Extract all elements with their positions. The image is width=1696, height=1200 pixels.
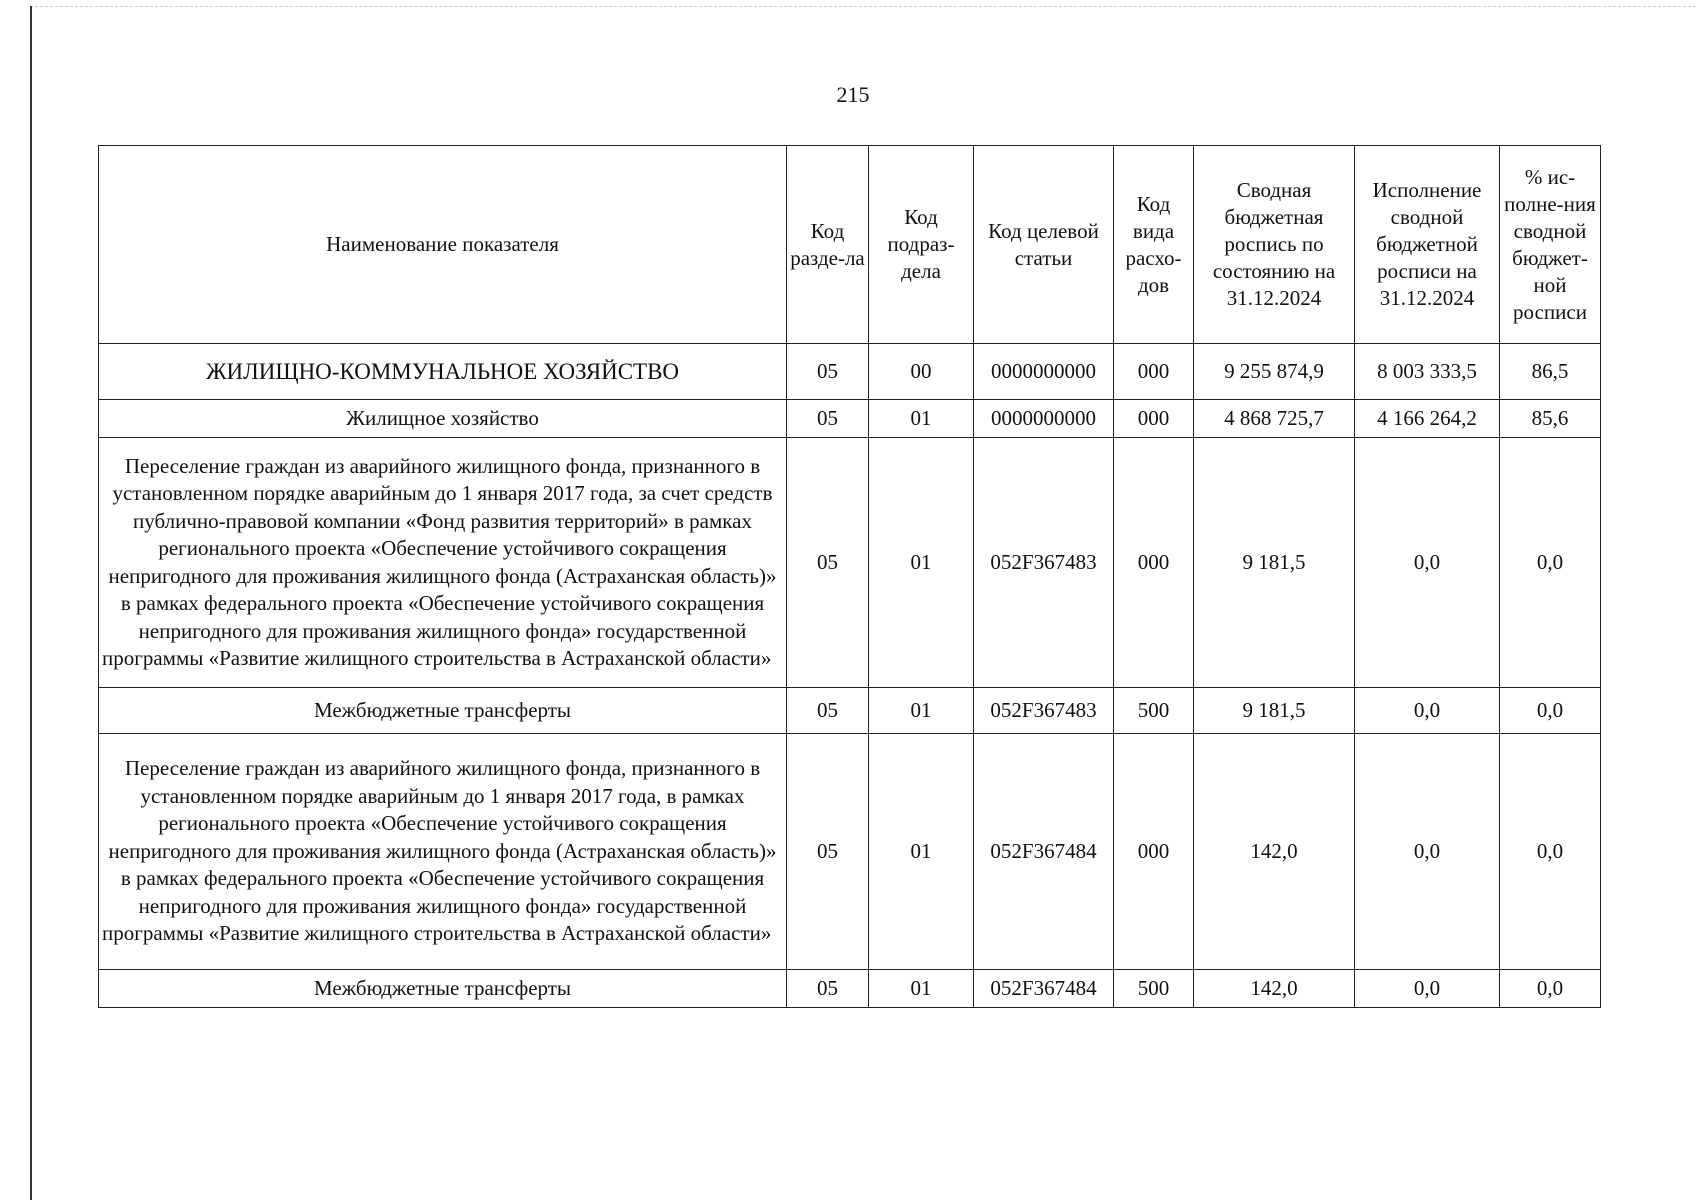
row-section-code: 05 xyxy=(787,970,869,1008)
row-section-code: 05 xyxy=(787,688,869,734)
row-subsection-code: 00 xyxy=(869,344,974,400)
header-target-code: Код целевой статьи xyxy=(974,146,1114,344)
row-execution-value: 0,0 xyxy=(1355,438,1500,688)
table-row xyxy=(99,438,1601,688)
row-name: Межбюджетные трансферты xyxy=(99,970,787,1008)
page-number: 215 xyxy=(836,82,870,107)
row-subsection-code: 01 xyxy=(869,688,974,734)
row-expense-type-code: 000 xyxy=(1114,438,1194,688)
header-expense-type-code: Код вида расхо-дов xyxy=(1114,146,1194,344)
table-row xyxy=(99,688,1601,734)
row-budget-value: 4 868 725,7 xyxy=(1194,400,1355,438)
table-row xyxy=(99,344,1601,400)
row-target-code: 052F367483 xyxy=(974,688,1114,734)
header-percent: % ис-полне-ния сводной бюджет-ной росписи xyxy=(1500,146,1601,344)
row-expense-type-code: 000 xyxy=(1114,400,1194,438)
row-percent-value: 86,5 xyxy=(1500,344,1601,400)
table-row xyxy=(99,400,1601,438)
row-target-code: 052F367484 xyxy=(974,970,1114,1008)
row-budget-value: 9 181,5 xyxy=(1194,688,1355,734)
row-budget-value: 142,0 xyxy=(1194,970,1355,1008)
table-row xyxy=(99,734,1601,970)
scan-top-edge xyxy=(30,6,1696,7)
row-percent-value: 0,0 xyxy=(1500,734,1601,970)
row-percent-value: 0,0 xyxy=(1500,438,1601,688)
header-execution: Исполнение сводной бюджетной росписи на 31.12.2024 xyxy=(1355,146,1500,344)
row-percent-value: 0,0 xyxy=(1500,688,1601,734)
header-budget-list: Сводная бюджетная роспись по состоянию на 31.12.2024 xyxy=(1194,146,1355,344)
row-budget-value: 9 255 874,9 xyxy=(1194,344,1355,400)
budget-execution-table xyxy=(98,145,1601,1008)
row-section-code: 05 xyxy=(787,734,869,970)
row-percent-value: 85,6 xyxy=(1500,400,1601,438)
row-subsection-code: 01 xyxy=(869,970,974,1008)
row-target-code: 0000000000 xyxy=(974,344,1114,400)
row-target-code: 052F367483 xyxy=(974,438,1114,688)
row-expense-type-code: 000 xyxy=(1114,344,1194,400)
row-expense-type-code: 500 xyxy=(1114,688,1194,734)
row-expense-type-code: 000 xyxy=(1114,734,1194,970)
row-budget-value: 142,0 xyxy=(1194,734,1355,970)
row-name: Жилищное хозяйство xyxy=(99,400,787,438)
row-execution-value: 8 003 333,5 xyxy=(1355,344,1500,400)
row-subsection-code: 01 xyxy=(869,400,974,438)
row-section-code: 05 xyxy=(787,438,869,688)
row-name: ЖИЛИЩНО-КОММУНАЛЬНОЕ ХОЗЯЙСТВО xyxy=(99,344,787,400)
row-name: Переселение граждан из аварийного жилищного фонда, признанного в установленном порядке аварийным до 1 января 2017 года, в рамках регионального проекта «Обеспечение устойчивого сокращения непригодного для проживания жилищного фонда (Астраханская область)» в рамках федерального проекта «Обеспечение устойчивого сокращения непригодного для проживания жилищного фонда» государственной программы «Развитие жилищного строительства в Астраханской области» xyxy=(99,734,787,970)
row-execution-value: 0,0 xyxy=(1355,970,1500,1008)
row-section-code: 05 xyxy=(787,344,869,400)
row-target-code: 0000000000 xyxy=(974,400,1114,438)
row-execution-value: 0,0 xyxy=(1355,688,1500,734)
header-name: Наименование показателя xyxy=(99,146,787,344)
row-subsection-code: 01 xyxy=(869,438,974,688)
row-target-code: 052F367484 xyxy=(974,734,1114,970)
row-name: Переселение граждан из аварийного жилищного фонда, признанного в установленном порядке аварийным до 1 января 2017 года, за счет средств публично-правовой компании «Фонд развития территорий» в рамках регионального проекта «Обеспечение устойчивого сокращения непригодного для проживания жилищного фонда (Астраханская область)» в рамках федерального проекта «Обеспечение устойчивого сокращения непригодного для проживания жилищного фонда» государственной программы «Развитие жилищного строительства в Астраханской области» xyxy=(99,438,787,688)
table-row xyxy=(99,970,1601,1008)
row-subsection-code: 01 xyxy=(869,734,974,970)
row-budget-value: 9 181,5 xyxy=(1194,438,1355,688)
header-row xyxy=(99,146,1601,344)
header-section-code: Код разде-ла xyxy=(787,146,869,344)
row-execution-value: 4 166 264,2 xyxy=(1355,400,1500,438)
header-subsection-code: Код подраз-дела xyxy=(869,146,974,344)
row-expense-type-code: 500 xyxy=(1114,970,1194,1008)
row-execution-value: 0,0 xyxy=(1355,734,1500,970)
row-percent-value: 0,0 xyxy=(1500,970,1601,1008)
scan-left-edge xyxy=(30,6,32,1200)
row-name: Межбюджетные трансферты xyxy=(99,688,787,734)
row-section-code: 05 xyxy=(787,400,869,438)
